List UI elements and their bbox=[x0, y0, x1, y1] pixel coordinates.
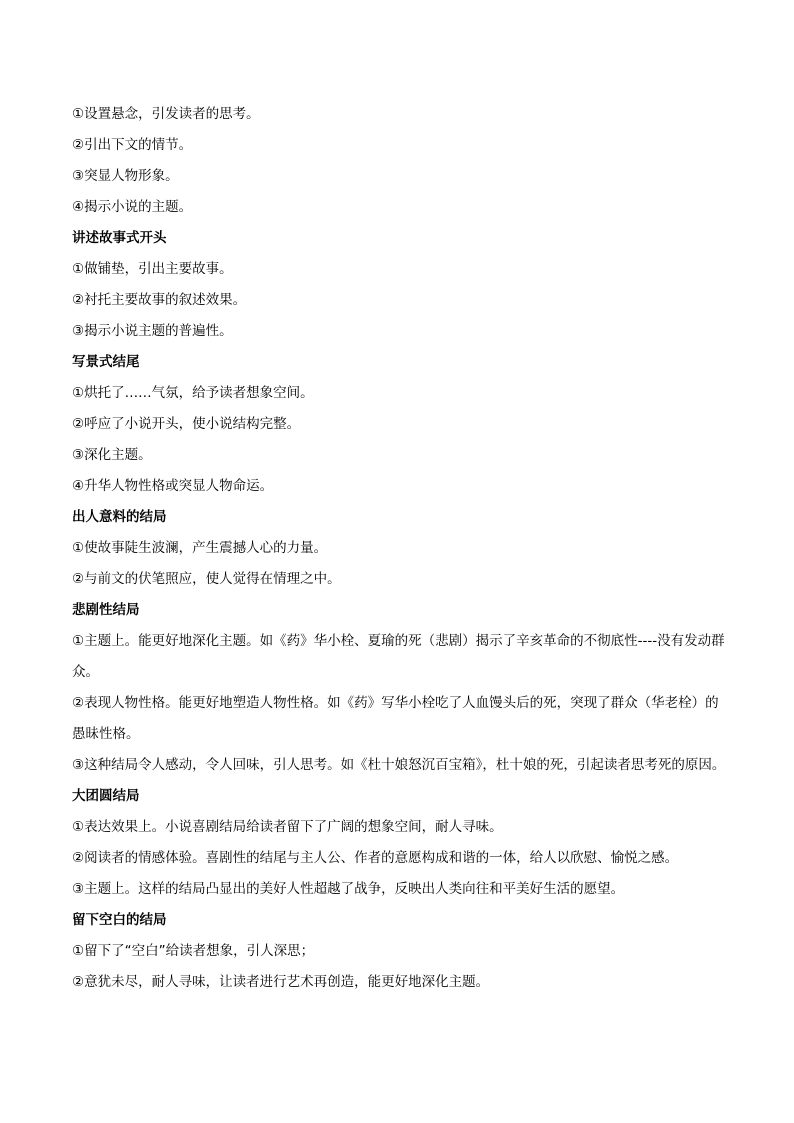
list-item: ②意犹未尽，耐人寻味，让读者进行艺术再创造，能更好地深化主题。 bbox=[72, 974, 490, 990]
list-item: ①主题上。能更好地深化主题。如《药》华小栓、夏瑜的死（悲剧）揭示了辛亥革命的不彻底性----没有发动群众。 bbox=[72, 633, 725, 680]
list-item: ②衬托主要故事的叙述效果。 bbox=[72, 292, 247, 308]
list-item: ②引出下文的情节。 bbox=[72, 137, 193, 153]
section-heading: 出人意料的结局 bbox=[72, 509, 167, 525]
list-item: ③这种结局令人感动，令人回味，引人思考。如《杜十娘怒沉百宝箱》，杜十娘的死，引起读者思考死的原因。 bbox=[72, 757, 726, 773]
section-heading: 讲述故事式开头 bbox=[72, 230, 167, 246]
list-item: ①表达效果上。小说喜剧结局给读者留下了广阔的想象空间，耐人寻味。 bbox=[72, 819, 503, 835]
list-item: ②表现人物性格。能更好地塑造人物性格。如《药》写华小栓吃了人血馒头后的死，突现了群众（华老栓）的愚昧性格。 bbox=[72, 695, 719, 742]
list-item: ①留下了“空白”给读者想象，引人深思； bbox=[72, 943, 315, 959]
list-item: ④揭示小说的主题。 bbox=[72, 199, 193, 215]
list-item: ③突显人物形象。 bbox=[72, 168, 179, 184]
section-heading: 留下空白的结局 bbox=[72, 912, 167, 928]
section-heading: 写景式结尾 bbox=[72, 354, 140, 370]
list-item: ②呼应了小说开头，使小说结构完整。 bbox=[72, 416, 301, 432]
list-item: ③深化主题。 bbox=[72, 447, 152, 463]
section-heading: 大团圆结局 bbox=[72, 788, 140, 804]
list-item: ②与前文的伏笔照应，使人觉得在情理之中。 bbox=[72, 571, 341, 587]
list-item: ①烘托了……气氛，给予读者想象空间。 bbox=[72, 385, 314, 401]
list-item: ①设置悬念，引发读者的思考。 bbox=[72, 106, 260, 122]
list-item: ②阅读者的情感体验。喜剧性的结尾与主人公、作者的意愿构成和谐的一体，给人以欣慰、愉悦之感。 bbox=[72, 850, 679, 866]
list-item: ③主题上。这样的结局凸显出的美好人性超越了战争，反映出人类向往和平美好生活的愿望。 bbox=[72, 881, 625, 897]
list-item: ③揭示小说主题的普遍性。 bbox=[72, 323, 233, 339]
list-item: ①使故事陡生波澜，产生震撼人心的力量。 bbox=[72, 540, 328, 556]
list-item: ①做铺垫，引出主要故事。 bbox=[72, 261, 233, 277]
section-heading: 悲剧性结局 bbox=[72, 602, 140, 618]
document-body bbox=[72, 99, 732, 998]
list-item: ④升华人物性格或突显人物命运。 bbox=[72, 478, 274, 494]
